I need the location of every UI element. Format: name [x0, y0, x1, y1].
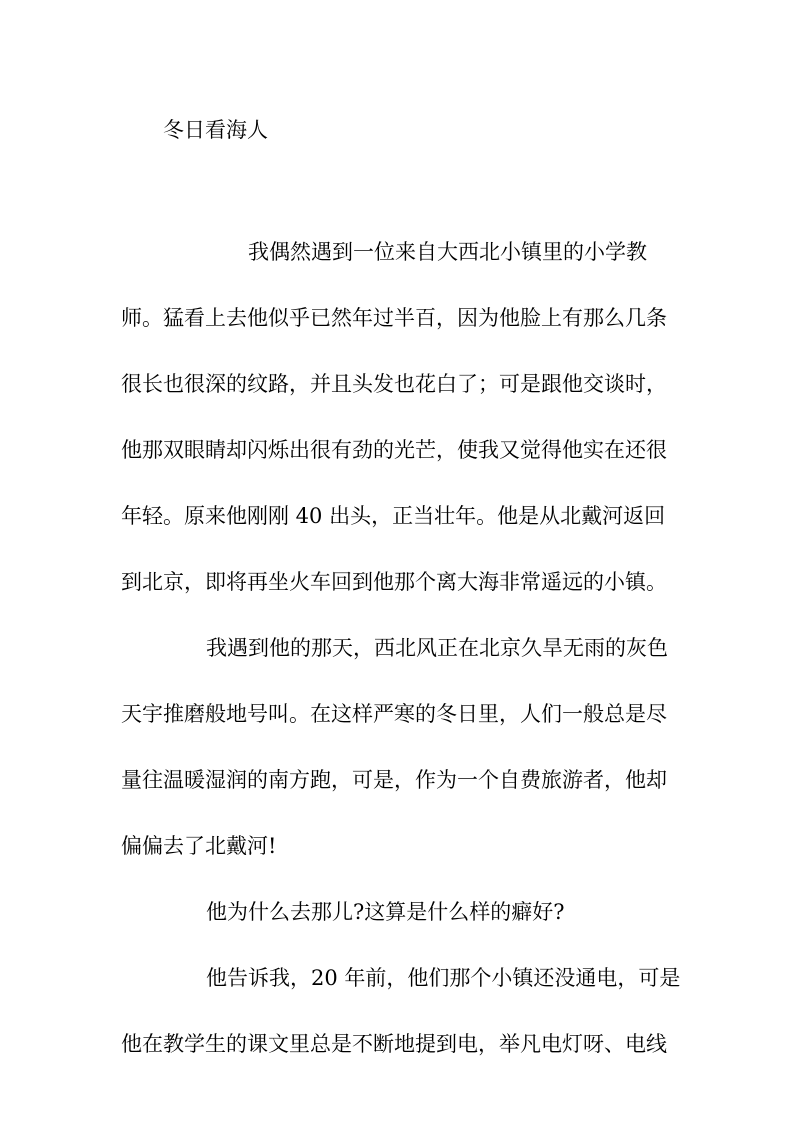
- paragraph-line: 很长也很深的纹路，并且头发也花白了；可是跟他交谈时，: [121, 372, 667, 396]
- paragraph-line: 他那双眼睛却闪烁出很有劲的光芒，使我又觉得他实在还很: [121, 438, 667, 462]
- paragraph-line: 我遇到他的那天，西北风正在北京久旱无雨的灰色: [206, 636, 668, 660]
- paragraph-line: 偏偏去了北戴河!: [121, 834, 277, 858]
- paragraph-line: 他在教学生的课文里总是不断地提到电，举凡电灯呀、电线: [121, 1032, 667, 1056]
- paragraph-line: 师。猛看上去他似乎已然年过半百，因为他脸上有那么几条: [121, 306, 667, 330]
- article-title: 冬日看海人: [163, 118, 268, 142]
- paragraph-line: 我偶然遇到一位来自大西北小镇里的小学教: [248, 240, 647, 264]
- paragraph-line: 天宇推磨般地号叫。在这样严寒的冬日里，人们一般总是尽: [121, 702, 667, 726]
- paragraph-line: 他告诉我，20 年前，他们那个小镇还没通电，可是: [206, 966, 681, 990]
- paragraph-line: 他为什么去那儿?这算是什么样的癖好?: [206, 900, 565, 924]
- paragraph-line: 量往温暖湿润的南方跑，可是，作为一个自费旅游者，他却: [121, 768, 667, 792]
- paragraph-line: 年轻。原来他刚刚 40 出头，正当壮年。他是从北戴河返回: [121, 504, 666, 528]
- paragraph-line: 到北京，即将再坐火车回到他那个离大海非常遥远的小镇。: [121, 570, 667, 594]
